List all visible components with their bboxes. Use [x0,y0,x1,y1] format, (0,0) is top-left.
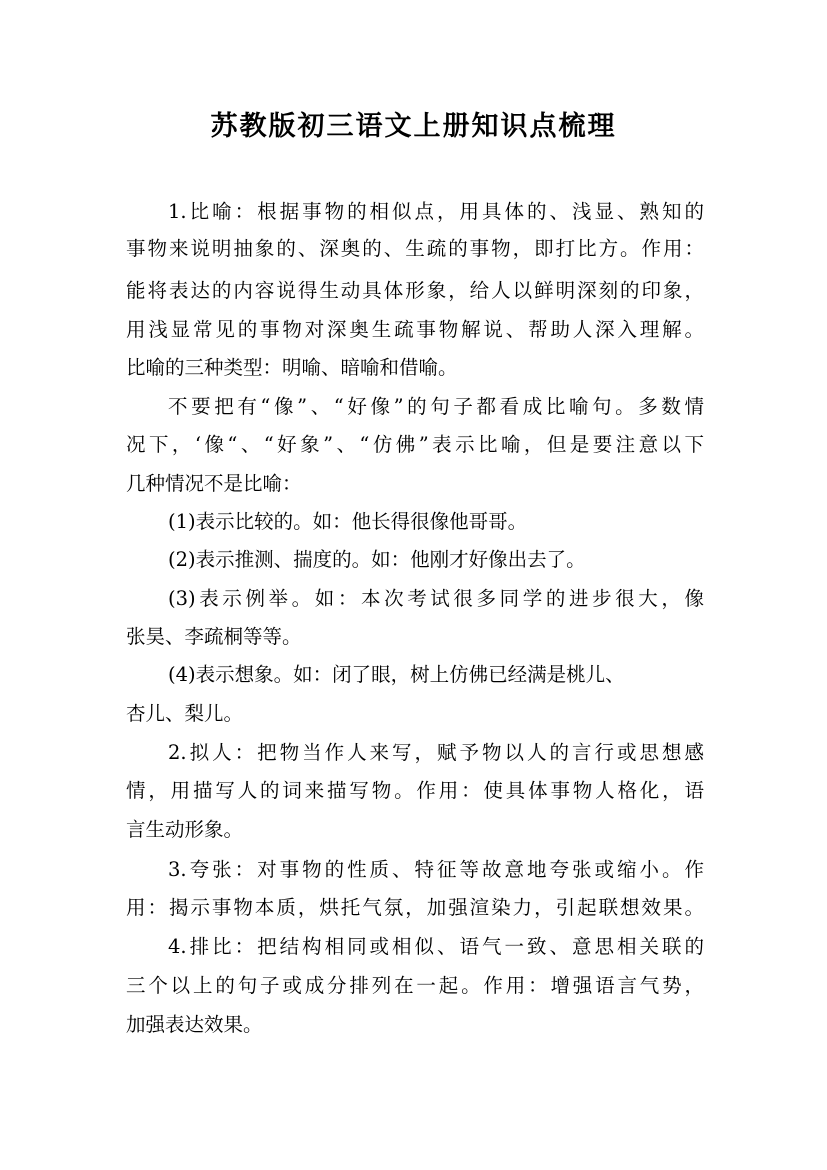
paragraph-line: 况下，‘像“、“好象”、“仿佛”表示比喻，但是要注意以下 [126,433,704,456]
paragraph-line: 3.夸张：对事物的性质、特征等故意地夸张或缩小。作 [168,858,704,881]
paragraph-line: 几种情况不是比喻： [126,472,302,495]
list-item-continuation: 杏儿、梨儿。 [126,702,244,725]
paragraph-line: 用浅显常见的事物对深奥生疏事物解说、帮助人深入理解。 [126,318,704,341]
paragraph-line: 三个以上的句子或成分排列在一起。作用：增强语言气势， [126,974,704,997]
document-title: 苏教版初三语文上册知识点梳理 [210,111,617,142]
list-item: (1)表示比较的。如：他长得很像他哥哥。 [168,510,528,533]
paragraph-line: 2.拟人：把物当作人来写，赋予物以人的言行或思想感 [168,741,704,764]
paragraph-line: 情，用描写人的词来描写物。作用：使具体事物人格化，语 [126,779,704,802]
paragraph-line: 比喻的三种类型：明喻、暗喻和借喻。 [126,356,458,379]
list-item-continuation: 张昊、李疏桐等等。 [126,625,302,648]
paragraph-line: 加强表达效果。 [126,1013,263,1036]
list-item: (4)表示想象。如：闭了眼，树上仿佛已经满是桃儿、 [168,663,625,686]
paragraph-line: 4.排比：把结构相同或相似、语气一致、意思相关联的 [168,935,704,958]
paragraph-line: 1.比喻：根据事物的相似点，用具体的、浅显、熟知的 [168,200,704,223]
list-item: (2)表示推测、揣度的。如：他刚才好像出去了。 [168,548,586,571]
paragraph-line: 事物来说明抽象的、深奥的、生疏的事物，即打比方。作用： [126,237,704,260]
list-item: (3)表示例举。如：本次考试很多同学的进步很大，像 [168,587,704,610]
paragraph-line: 能将表达的内容说得生动具体形象，给人以鲜明深刻的印象， [126,279,704,302]
paragraph-line: 不要把有“像”、“好像”的句子都看成比喻句。多数情 [168,395,704,418]
paragraph-line: 言生动形象。 [126,818,244,841]
paragraph-line: 用：揭示事物本质，烘托气氛，加强渲染力，引起联想效果。 [126,896,704,919]
